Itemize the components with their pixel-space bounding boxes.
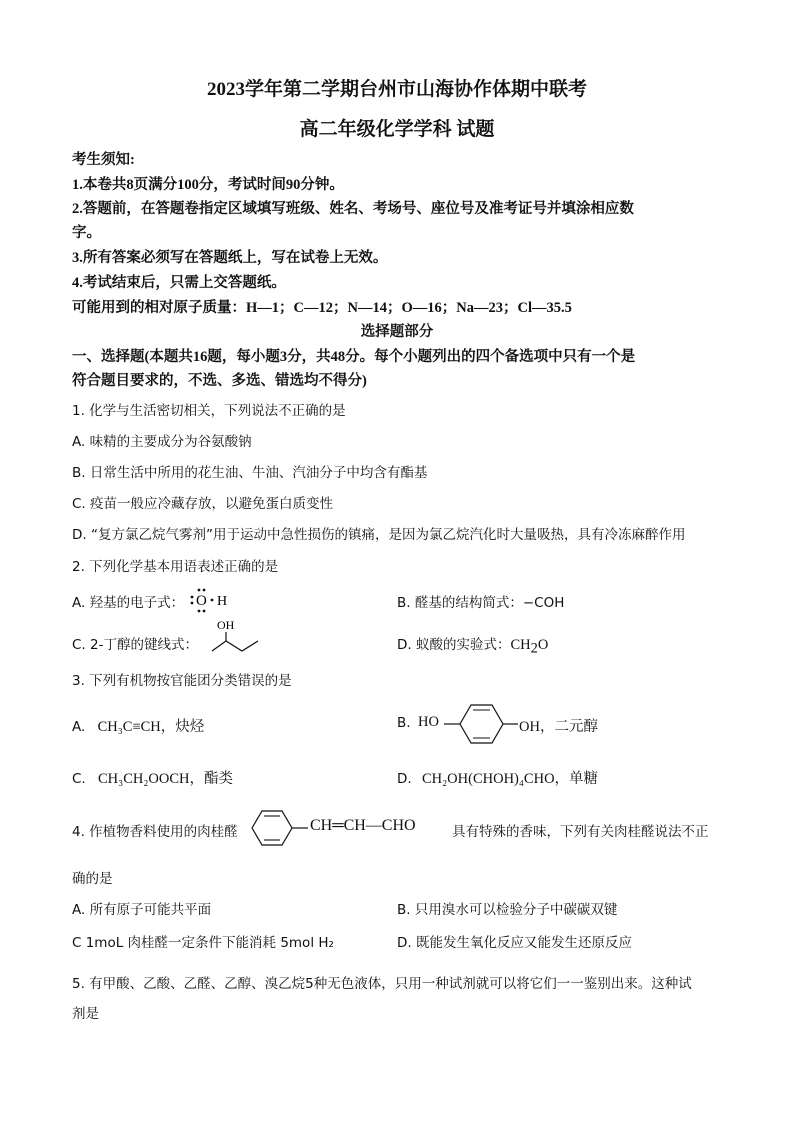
notice-item-2: 2.答题前，在答题卷指定区域填写班级、姓名、考场号、座位号及准考证号并填涂相应数 xyxy=(72,201,634,217)
q3-option-c-formula: CH₃CH₂OOCH，酯类 xyxy=(98,771,233,787)
q2-option-a-label: A. 羟基的电子式： xyxy=(72,595,185,611)
q1-stem: 1. 化学与生活密切相关，下列说法不正确的是 xyxy=(72,403,346,419)
q3-option-d-formula: CH₂OH(CHOH)₄CHO，单糖 xyxy=(421,771,599,787)
q2-option-d xyxy=(397,633,548,658)
q2-option-c xyxy=(72,633,198,653)
q2-option-d-formula: CH xyxy=(510,637,531,653)
q2-option-d-sub: 2 xyxy=(530,640,538,657)
q1-option-c: C. 疫苗一般应冷藏存放，以避免蛋白质变性 xyxy=(72,496,334,512)
electron-dot-o: O xyxy=(196,593,207,609)
section-title: 选择题部分 xyxy=(360,324,434,340)
hydroxyl-electron-dot-diagram xyxy=(188,586,234,614)
hydroquinone-oh: OH，二元醇 xyxy=(519,719,598,735)
q4-stem-prefix: 4. 作植物香料使用的肉桂醛 xyxy=(72,824,238,840)
hydroquinone-ho: HO xyxy=(418,714,439,730)
butanol-skeletal-structure xyxy=(208,617,270,661)
q2-option-d-label: D. 蚁酸的实验式： xyxy=(397,637,511,653)
exam-title-line1: 2023学年第二学期台州市山海协作体期中联考 xyxy=(206,79,587,100)
butanol-oh-label: OH xyxy=(217,618,235,632)
q2-option-c-label: C. 2-丁醇的键线式： xyxy=(72,637,198,653)
q3-stem: 3. 下列有机物按官能团分类错误的是 xyxy=(72,673,292,689)
q2-stem: 2. 下列化学基本用语表述正确的是 xyxy=(72,559,279,575)
section-desc-1: 一、选择题(本题共16题，每小题3分，共48分。每个小题列出的四个备选项中只有一个是 xyxy=(72,349,636,365)
atomic-mass-line: 可能用到的相对原子质量：H—1；C—12；N—14；O—16；Na—23；Cl—35.5 xyxy=(72,300,572,316)
q3-option-a-label: A. xyxy=(72,719,86,735)
notice-heading: 考生须知: xyxy=(72,152,135,168)
q2-option-b: B. 醛基的结构简式：−COH xyxy=(397,595,565,611)
notice-item-1: 1.本卷共8页满分100分，考试时间90分钟。 xyxy=(72,177,344,193)
q1-option-a: A. 味精的主要成分为谷氨酸钠 xyxy=(72,434,252,450)
q5-stem-line1: 5. 有甲酸、乙酸、乙醛、乙醇、溴乙烷5种无色液体，只用一种试剂就可以将它们一一鉴别出来。这种试 xyxy=(72,976,692,992)
notice-item-4: 4.考试结束后，只需上交答题纸。 xyxy=(72,275,286,291)
q4-option-c: C 1moL 肉桂醛一定条件下能消耗 5mol H₂ xyxy=(72,935,334,951)
q4-stem-cont: 确的是 xyxy=(72,871,113,887)
exam-title-line2: 高二年级化学学科 试题 xyxy=(299,119,495,140)
q2-option-a xyxy=(72,591,184,611)
q3-option-d xyxy=(397,767,598,788)
hydroquinone-benzene-ring xyxy=(444,702,518,746)
q4-stem-suffix: 具有特殊的香味，下列有关肉桂醛说法不正 xyxy=(452,824,709,840)
q3-option-d-label: D. xyxy=(397,771,412,787)
notice-item-3: 3.所有答案必须写在答题纸上，写在试卷上无效。 xyxy=(72,250,388,266)
q1-option-d: D. “复方氯乙烷气雾剂”用于运动中急性损伤的镇痛，是因为氯乙烷汽化时大量吸热，具有冷冻麻醉作用 xyxy=(72,527,686,543)
q4-option-d: D. 既能发生氧化反应又能发生还原反应 xyxy=(397,935,632,951)
q2-option-d-tail: O xyxy=(537,637,549,653)
q3-option-b xyxy=(397,715,411,731)
q3-option-a xyxy=(72,715,204,736)
q4-option-b: B. 只用溴水可以检验分子中碳碳双键 xyxy=(397,902,618,918)
q1-option-b: B. 日常生活中所用的花生油、牛油、汽油分子中均含有酯基 xyxy=(72,465,428,481)
q3-option-c-label: C. xyxy=(72,771,86,787)
cinnamaldehyde-benzene-ring xyxy=(248,808,310,848)
q4-option-a: A. 所有原子可能共平面 xyxy=(72,902,212,918)
cinnamaldehyde-chain: CH═CH—CHO xyxy=(310,817,416,834)
q5-stem-line2: 剂是 xyxy=(72,1006,99,1022)
notice-item-2-cont: 字。 xyxy=(72,225,101,241)
q3-option-c xyxy=(72,767,233,788)
section-desc-2: 符合题目要求的，不选、多选、错选均不得分) xyxy=(72,373,367,389)
hydroquinone-oh-label xyxy=(519,715,598,736)
electron-dot-h: H xyxy=(217,594,228,609)
q3-option-a-formula: CH₃C≡CH，炔烃 xyxy=(97,719,205,735)
q3-option-b-label: B. xyxy=(397,715,411,731)
